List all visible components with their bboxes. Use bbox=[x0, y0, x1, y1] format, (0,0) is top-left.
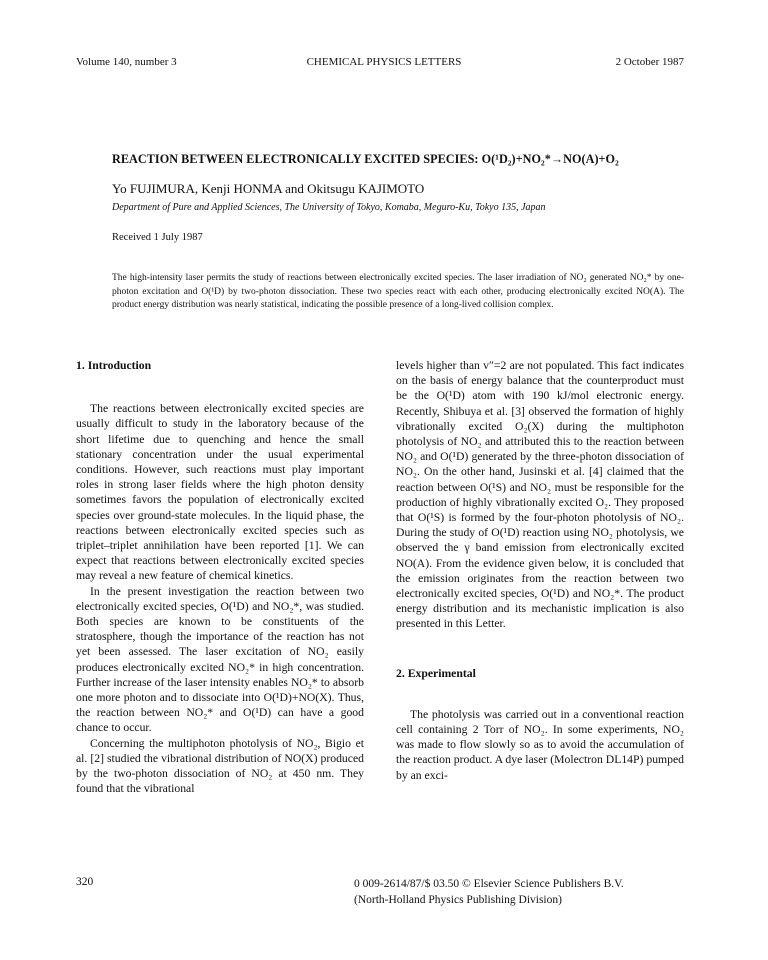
footer-copyright-block bbox=[354, 876, 624, 908]
header-date: 2 October 1987 bbox=[615, 56, 684, 68]
paper-title: REACTION BETWEEN ELECTRONICALLY EXCITED SPECIES: O(¹D₂)+NO₂*→NO(A)+O₂ bbox=[112, 152, 619, 166]
copyright-line: 0 009-2614/87/$ 03.50 © Elsevier Science Publishers B.V. bbox=[354, 878, 624, 890]
received-date: Received 1 July 1987 bbox=[112, 232, 203, 243]
abstract: The high-intensity laser permits the study of reactions between electronically excited species. The laser irradiation of NO₂ generated NO₂* by one-photon excitation and O(¹D) by two-photon dissociation. These two species react with each other, producing electronically excited NO(A). The product energy distribution was nearly statistical, indicating the possible presence of a long-lived collision complex. bbox=[112, 273, 684, 311]
header-journal: CHEMICAL PHYSICS LETTERS bbox=[306, 56, 462, 68]
intro-paragraph-4: levels higher than v″=2 are not populated. This fact indicates on the basis of energy balance that the counterproduct must be the O(¹D) atom with 190 kJ/mol electronic energy. Recently, Shibuya et al. [3] observed the formation of highly vibrationally excited O₂(X) during the multiphoton photolysis of NO₂ and attributed this to the reaction between NO₂ and O(¹D) generated by the three-photon dissociation of NO₂. On the other hand, Jusinski et al. [4] claimed that the reaction between O(¹S) and NO₂ must be responsible for the production of highly vibrationally excited O₂. They proposed that O(¹S) is formed by the four-photon photolysis of NO₂. During the study of O(¹D) reaction using NO₂ photolysis, we observed the γ band emission from electronically excited NO(A). From the evidence given below, it is concluded that the emission originates from the reaction between two electronically excited species, O(¹D) and NO₂*. The product energy distribution and its mechanistic implication is also presented in this Letter. bbox=[396, 359, 684, 631]
publisher-line: (North-Holland Physics Publishing Division) bbox=[354, 894, 562, 906]
intro-paragraph-3: Concerning the multiphoton photolysis of NO₂, Bigio et al. [2] studied the vibrational distribution of NO(X) produced by the two-photon dissociation of NO₂ at 450 nm. They found that the vibrational bbox=[76, 736, 364, 796]
experimental-paragraph-1: The photolysis was carried out in a conventional reaction cell containing 2 Torr of NO₂. In some experiments, NO₂ was made to flow slowly so as to avoid the accumulation of the reaction product. A dye laser (Molectron DL14P) pumped by an exci- bbox=[396, 707, 684, 782]
affiliation: Department of Pure and Applied Sciences, The University of Tokyo, Komaba, Meguro-Ku, Tokyo 135, Japan bbox=[112, 202, 546, 213]
section-heading-experimental: 2. Experimental bbox=[396, 666, 476, 680]
authors: Yo FUJIMURA, Kenji HONMA and Okitsugu KAJIMOTO bbox=[112, 181, 425, 196]
page-number: 320 bbox=[76, 876, 94, 888]
header-volume: Volume 140, number 3 bbox=[76, 56, 177, 68]
section-heading-introduction: 1. Introduction bbox=[76, 359, 152, 372]
left-column bbox=[76, 358, 364, 796]
intro-paragraph-1: The reactions between electronically excited species are usually difficult to study in the laboratory because of the short lifetime due to quenching and hence the small stationary concentration under the usual experimental conditions. However, such reactions must play important roles in strong laser fields where the high photon density sometimes favors the population of electronically excited species over ground-state molecules. In the liquid phase, the reactions between electronically excited species such as triplet–triplet annihilation have been reported [1]. We can expect that reactions between electronically excited species may reveal a new feature of chemical kinetics. bbox=[76, 402, 364, 583]
intro-paragraph-2: In the present investigation the reaction between two electronically excited species, O(¹D) and NO₂*, was studied. Both species are known to be constituents of the stratosphere, though the importance of the reaction has not yet been assessed. The laser excitation of NO₂ easily produces electronically excited NO₂* in high concentration. Further increase of the laser intensity enables NO₂* to absorb one more photon and to dissociate into O(¹D)+NO(X). Thus, the reaction between NO₂* and O(¹D) can have a good chance to occur. bbox=[76, 584, 364, 735]
right-column bbox=[396, 358, 684, 783]
